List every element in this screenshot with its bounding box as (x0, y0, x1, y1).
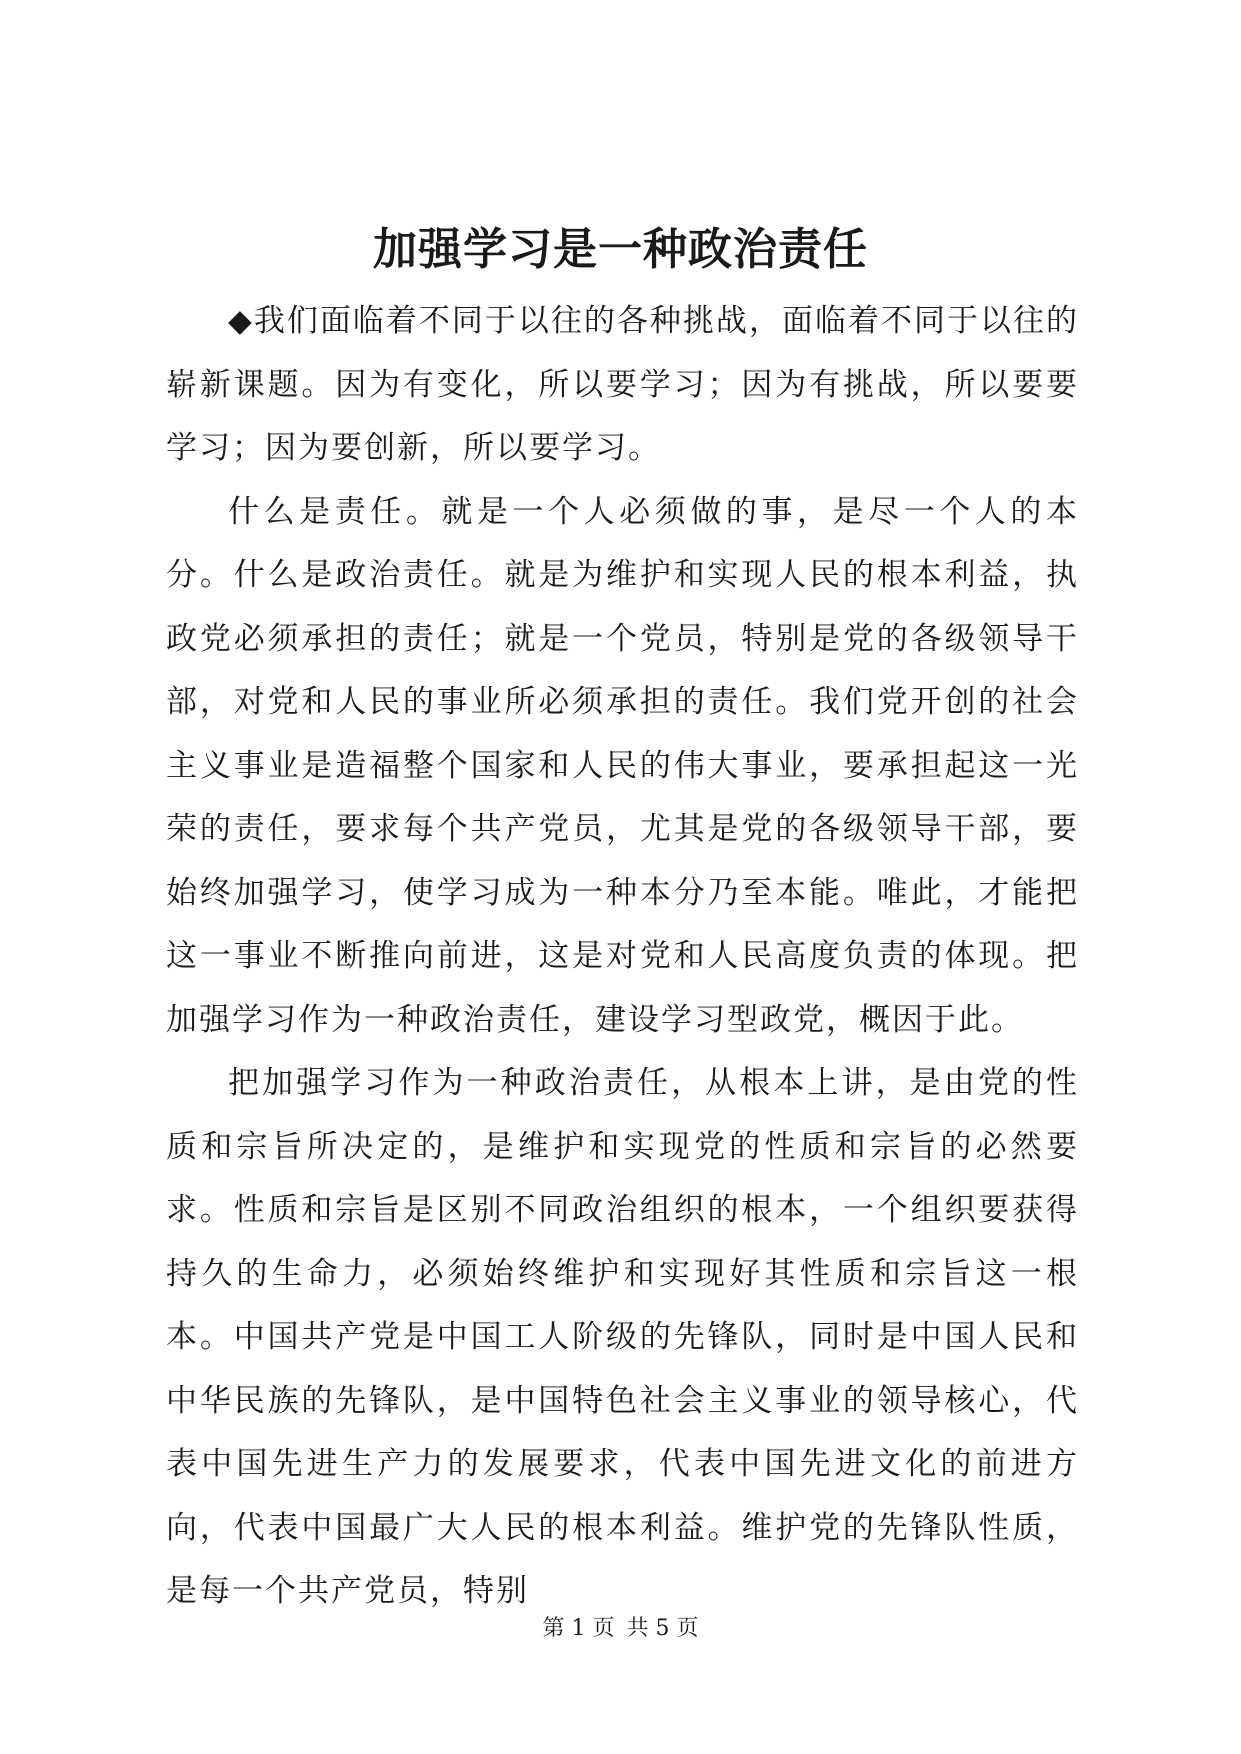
page-number: 第 1 页 (542, 1616, 615, 1641)
paragraph-3: 把加强学习作为一种政治责任，从根本上讲，是由党的性质和宗旨所决定的，是维护和实现党的性质和宗旨的必然要求。性质和宗旨是区别不同政治组织的根本，一个组织要获得持久的生命力，必须始终维护和实现好其性质和宗旨这一根本。中国共产党是中国工人阶级的先锋队，同时是中国人民和中华民族的先锋队，是中国特色社会主义事业的领导核心，代表中国先进生产力的发展要求，代表中国先进文化的前进方向，代表中国最广大人民的根本利益。维护党的先锋队性质，是每一个共产党员，特别 (166, 1065, 1079, 1609)
paragraph-2: 什么是责任。就是一个人必须做的事，是尽一个人的本分。什么是政治责任。就是为维护和实现人民的根本利益，执政党必须承担的责任；就是一个党员，特别是党的各级领导干部，对党和人民的事业所必须承担的责任。我们党开创的社会主义事业是造福整个国家和人民的伟大事业，要承担起这一光荣的责任，要求每个共产党员，尤其是党的各级领导干部，要始终加强学习，使学习成为一种本分乃至本能。唯此，才能把这一事业不断推向前进，这是对党和人民高度负责的体现。把加强学习作为一种政治责任，建设学习型政党，概因于此。 (166, 493, 1079, 1038)
document-body (166, 290, 1079, 1624)
paragraph-1: ◆我们面临着不同于以往的各种挑战，面临着不同于以往的崭新课题。因为有变化，所以要学习；因为有挑战，所以要要学习；因为要创新，所以要学习。 (166, 303, 1079, 466)
page-footer (0, 1614, 1241, 1644)
document-title: 加强学习是一种政治责任 (373, 224, 868, 275)
page-total: 共 5 页 (626, 1616, 699, 1641)
